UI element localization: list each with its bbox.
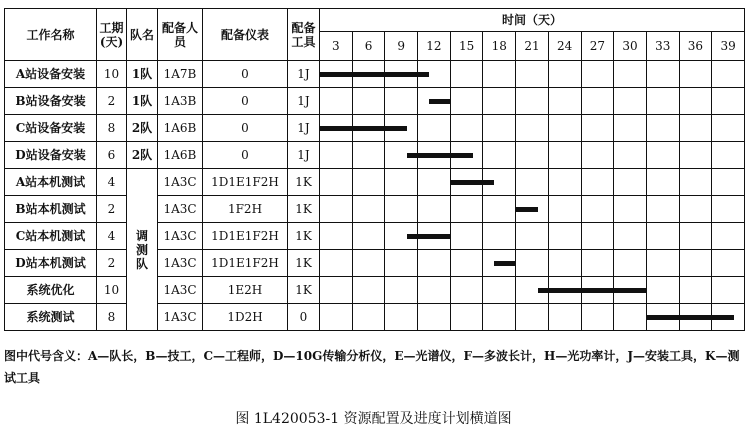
task-personnel: 1A6B [158,142,203,169]
timeline-cell [679,169,712,196]
task-duration: 2 [97,196,127,223]
gantt-bar [647,315,734,320]
task-team: 1队 [127,88,158,115]
timeline-cell [450,304,483,331]
timeline-cell [385,304,418,331]
gantt-bar [516,207,538,212]
timeline-cell [548,169,581,196]
task-duration: 2 [97,250,127,277]
timeline-cell [483,277,516,304]
task-tools: 1K [288,250,320,277]
timeline-cell [483,304,516,331]
x-tick-label: 21 [516,32,549,61]
task-personnel: 1A3C [158,223,203,250]
timeline-cell [516,115,549,142]
task-name: D站设备安装 [5,142,97,169]
timeline-cell [548,61,581,88]
task-tools: 1J [288,88,320,115]
timeline-cell [712,277,745,304]
task-personnel: 1A3C [158,250,203,277]
timeline-cell [450,196,483,223]
task-duration: 4 [97,223,127,250]
task-instruments: 1D1E1F2H [203,169,288,196]
task-name: C站本机测试 [5,223,97,250]
header-task-name: 工作名称 [5,9,97,61]
gantt-bar [320,126,407,131]
timeline-cell [581,223,614,250]
header-duration: 工期(天) [97,9,127,61]
timeline-cell [418,196,451,223]
timeline-cell [320,88,353,115]
timeline-cell [352,142,385,169]
timeline-cell [646,169,679,196]
timeline-cell [385,277,418,304]
timeline-cell [646,88,679,115]
merged-team-char: 测 [135,242,148,257]
task-personnel: 1A7B [158,61,203,88]
timeline-cell [320,61,353,88]
task-row [5,304,745,331]
timeline-cell [614,250,647,277]
timeline-cell [712,223,745,250]
task-name: D站本机测试 [5,250,97,277]
timeline-cell [320,196,353,223]
timeline-cell [679,61,712,88]
timeline-cell [516,250,549,277]
task-tools: 1K [288,277,320,304]
timeline-cell [352,304,385,331]
header-team: 队名 [127,9,158,61]
task-duration: 8 [97,115,127,142]
task-row [5,169,745,196]
timeline-cell [320,115,353,142]
task-tools: 1K [288,169,320,196]
gantt-bar [407,234,451,239]
timeline-cell [548,223,581,250]
timeline-cell [548,88,581,115]
merged-team-cell [127,169,158,331]
task-row [5,115,745,142]
task-duration: 10 [97,277,127,304]
timeline-cell [352,277,385,304]
timeline-cell [712,250,745,277]
x-tick-label: 18 [483,32,516,61]
timeline-cell [548,142,581,169]
timeline-cell [548,250,581,277]
timeline-cell [418,250,451,277]
timeline-cell [483,88,516,115]
task-name: B站设备安装 [5,88,97,115]
x-tick-label: 6 [352,32,385,61]
merged-team-char: 调 [135,228,148,243]
timeline-cell [483,61,516,88]
timeline-cell [712,115,745,142]
timeline-cell [320,304,353,331]
timeline-cell [450,88,483,115]
task-instruments: 1D2H [203,304,288,331]
task-instruments: 1D1E1F2H [203,223,288,250]
timeline-cell [646,223,679,250]
timeline-cell [712,196,745,223]
timeline-cell [483,142,516,169]
task-team: 1队 [127,61,158,88]
x-tick-label: 30 [614,32,647,61]
task-tools: 1J [288,61,320,88]
timeline-cell [516,61,549,88]
timeline-cell [646,115,679,142]
x-tick-label: 27 [581,32,614,61]
task-instruments: 0 [203,115,288,142]
gantt-table [4,8,745,331]
task-name: A站本机测试 [5,169,97,196]
task-duration: 6 [97,142,127,169]
task-row [5,223,745,250]
task-duration: 8 [97,304,127,331]
timeline-cell [646,61,679,88]
timeline-cell [320,142,353,169]
task-name: B站本机测试 [5,196,97,223]
timeline-cell [418,304,451,331]
x-tick-label: 33 [646,32,679,61]
timeline-cell [581,304,614,331]
timeline-cell [646,277,679,304]
legend: 图中代号含义：A—队长，B—技工，C—工程师，D—10G传输分析仪，E—光谱仪，F—多波长计，H—光功率计，J—安装工具，K—测试工具 [4,349,740,385]
task-personnel: 1A3C [158,169,203,196]
task-row [5,61,745,88]
timeline-cell [516,88,549,115]
timeline-cell [418,115,451,142]
timeline-cell [614,115,647,142]
task-row [5,196,745,223]
timeline-cell [548,196,581,223]
task-row [5,88,745,115]
task-tools: 1K [288,196,320,223]
gantt-bar [407,153,472,158]
timeline-cell [614,142,647,169]
header-personnel: 配备人员 [158,9,203,61]
timeline-cell [385,250,418,277]
header-tools: 配备工具 [288,9,320,61]
task-instruments: 0 [203,88,288,115]
x-tick-label: 36 [679,32,712,61]
task-personnel: 1A6B [158,115,203,142]
timeline-cell [581,88,614,115]
timeline-cell [712,142,745,169]
gantt-bar [538,288,647,293]
timeline-cell [581,142,614,169]
task-tools: 0 [288,304,320,331]
task-instruments: 1E2H [203,277,288,304]
header-time: 时间（天） [320,9,745,32]
timeline-cell [352,250,385,277]
timeline-cell [581,115,614,142]
gantt-bar [429,99,451,104]
timeline-cell [320,223,353,250]
task-tools: 1J [288,142,320,169]
task-duration: 2 [97,88,127,115]
timeline-cell [320,250,353,277]
gantt-bar [320,72,429,77]
task-personnel: 1A3C [158,277,203,304]
timeline-cell [614,196,647,223]
task-personnel: 1A3C [158,304,203,331]
task-personnel: 1A3C [158,196,203,223]
timeline-cell [679,196,712,223]
timeline-cell [385,196,418,223]
timeline-cell [516,223,549,250]
x-tick-label: 9 [385,32,418,61]
timeline-cell [516,142,549,169]
timeline-cell [679,223,712,250]
timeline-cell [712,169,745,196]
figure-caption: 图 1L420053-1 资源配置及进度计划横道图 [235,411,512,427]
timeline-cell [614,304,647,331]
timeline-cell [614,223,647,250]
timeline-cell [614,169,647,196]
timeline-cell [581,61,614,88]
task-tools: 1J [288,115,320,142]
task-tools: 1K [288,223,320,250]
task-personnel: 1A3B [158,88,203,115]
timeline-cell [320,277,353,304]
timeline-cell [614,61,647,88]
timeline-cell [320,169,353,196]
merged-team-char: 队 [135,256,148,271]
task-name: C站设备安装 [5,115,97,142]
timeline-cell [483,196,516,223]
timeline-cell [581,196,614,223]
timeline-cell [581,250,614,277]
timeline-cell [385,88,418,115]
task-row [5,142,745,169]
task-name: 系统测试 [5,304,97,331]
timeline-cell [516,304,549,331]
timeline-cell [679,88,712,115]
task-instruments: 1D1E1F2H [203,250,288,277]
task-instruments: 1F2H [203,196,288,223]
timeline-cell [418,277,451,304]
timeline-cell [646,196,679,223]
x-tick-label: 39 [712,32,745,61]
gantt-bar [494,261,516,266]
task-row [5,250,745,277]
timeline-cell [679,250,712,277]
timeline-cell [614,88,647,115]
timeline-cell [548,115,581,142]
timeline-cell [516,169,549,196]
timeline-cell [483,115,516,142]
timeline-cell [352,88,385,115]
task-duration: 4 [97,169,127,196]
timeline-cell [450,223,483,250]
timeline-cell [581,169,614,196]
task-name: 系统优化 [5,277,97,304]
timeline-cell [712,88,745,115]
task-row [5,277,745,304]
task-name: A站设备安装 [5,61,97,88]
timeline-cell [352,169,385,196]
x-tick-label: 3 [320,32,353,61]
x-tick-label: 12 [418,32,451,61]
gantt-bar [451,180,495,185]
timeline-cell [352,223,385,250]
task-team: 2队 [127,142,158,169]
timeline-cell [483,223,516,250]
timeline-cell [548,304,581,331]
timeline-cell [646,250,679,277]
timeline-cell [450,250,483,277]
timeline-cell [450,115,483,142]
header-instruments: 配备仪表 [203,9,288,61]
timeline-cell [679,142,712,169]
timeline-cell [679,115,712,142]
task-instruments: 0 [203,61,288,88]
task-duration: 10 [97,61,127,88]
timeline-cell [646,142,679,169]
task-team: 2队 [127,115,158,142]
timeline-cell [450,277,483,304]
timeline-cell [712,61,745,88]
timeline-cell [385,169,418,196]
x-tick-label: 15 [450,32,483,61]
timeline-cell [679,277,712,304]
task-instruments: 0 [203,142,288,169]
timeline-cell [418,169,451,196]
timeline-cell [352,196,385,223]
timeline-cell [450,61,483,88]
x-tick-label: 24 [548,32,581,61]
